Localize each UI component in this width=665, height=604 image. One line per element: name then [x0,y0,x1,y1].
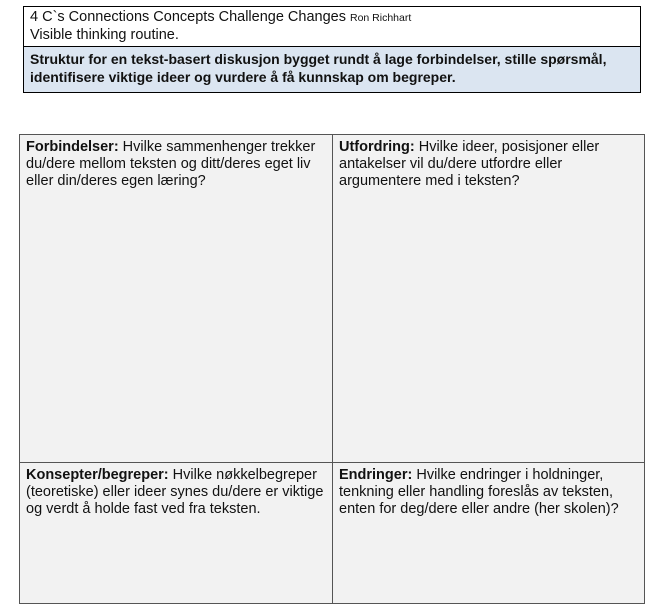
cell-challenge[interactable] [333,135,644,463]
cell-heading: Endringer: [339,467,413,483]
cell-heading: Utfordring: [339,139,415,155]
cell-connections[interactable] [20,135,333,463]
four-cs-grid [19,134,645,604]
cell-heading: Forbindelser: [26,139,119,155]
document-title: 4 C`s Connections Concepts Challenge Changes [30,9,346,25]
cell-concepts[interactable] [20,463,333,603]
cell-text: Hvilke ideer, posisjoner eller antakelser vil du/dere utfordre eller argumentere med i teksten? [339,139,600,189]
cell-text: Hvilke nøkkelbegreper (teoretiske) eller ideer synes du/dere er viktige og verdt å holde fast ved fra teksten. [26,467,324,517]
header-description: Struktur for en tekst-basert diskusjon bygget rundt å lage forbindelser, stille spørsmål, identifisere viktige ideer og vurdere å få kunnskap om begreper. [24,46,640,92]
cell-text: Hvilke endringer i holdninger, tenkning eller handling foreslås av teksten, enten for deg/dere eller andre (her skolen)? [339,467,619,517]
header-top [24,7,640,46]
cell-heading: Konsepter/begreper: [26,467,169,483]
cell-text: Hvilke sammenhenger trekker du/dere mellom teksten og ditt/deres eget liv eller din/deres egen læring? [26,139,316,189]
header-box [23,6,641,93]
author-name: Ron Richhart [350,12,412,24]
document-subtitle: Visible thinking routine. [30,27,179,43]
cell-changes[interactable] [333,463,644,603]
